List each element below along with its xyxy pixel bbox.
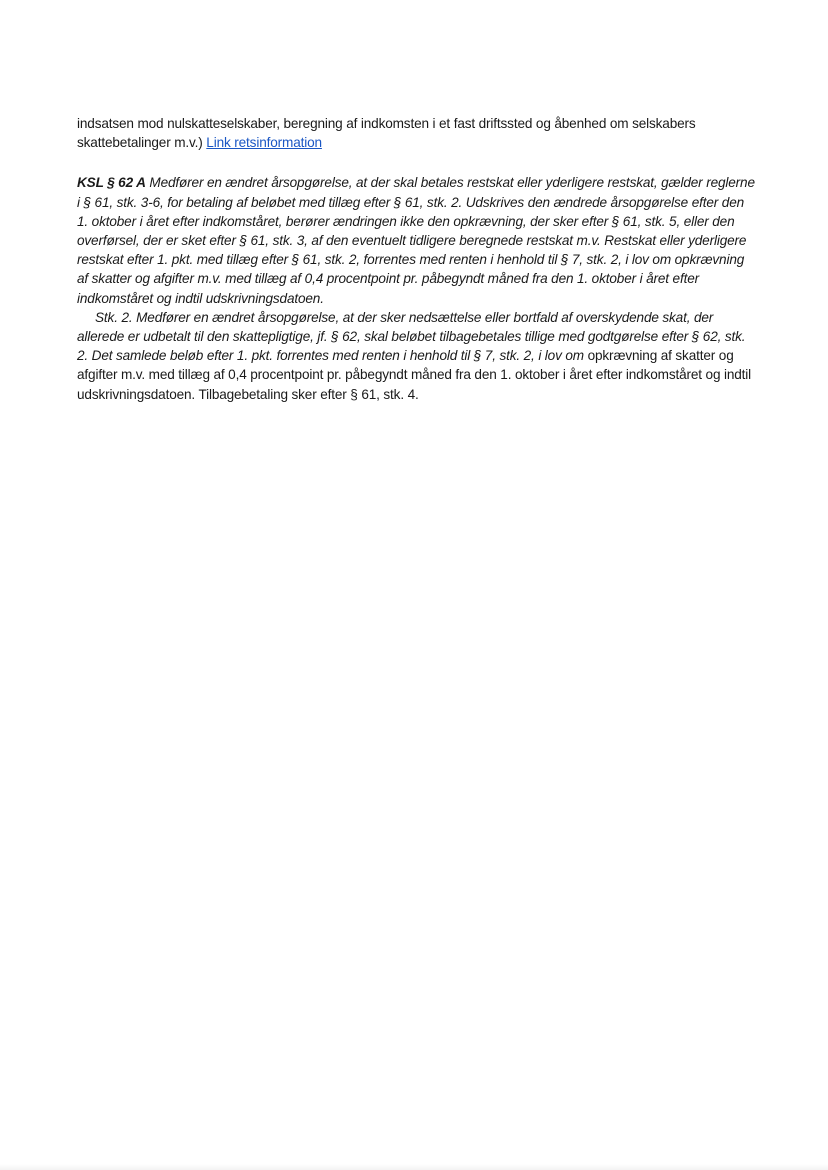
intro-paragraph [77, 114, 757, 152]
section-heading: KSL § 62 A [77, 175, 146, 191]
paragraph-1-text: Medfører en ændret årsopgørelse, at der skal betales restskat eller yderligere restskat, gælder reglerne i § 61, stk. 3-6, for betaling af beløbet med tillæg efter § 61, stk. 2. Udskrives den ændrede årsopgørelse efter den 1. oktober i året efter indkomståret, berører ændringen ikke den opkrævning, der sker efter § 61, stk. 5, eller den overførsel, der er sket efter § 61, stk. 3, af den eventuelt tidligere beregnede restskat m.v. Restskat eller yderligere restskat efter 1. pkt. med tillæg efter § 61, stk. 2, forrentes med renten i henhold til § 7, stk. 2, i lov om opkrævning af skatter og afgifter m.v. med tillæg af 0,4 procentpoint pr. påbegyndt måned fra den 1. oktober i året efter indkomståret og indtil udskrivningsdatoen. [77, 175, 755, 306]
paragraph-2-italic-text: Stk. 2. Medfører en ændret årsopgørelse, at der sker nedsættelse eller bortfald af overskydende skat, der allerede er udbetalt til den skattepligtige, jf. § 62, skal beløbet tilbagebetales tillige med godtgørelse efter § 62, stk. 2. Det samlede beløb efter 1. pkt. forrentes med renten i henhold til § 7, stk. 2, i lov om [77, 309, 746, 364]
retsinformation-link[interactable]: Link retsinformation [206, 135, 322, 151]
intro-text: indsatsen mod nulskatteselskaber, beregning af indkomsten i et fast driftssted og åbenhed om selskabers skattebetalinger m.v.) [77, 116, 696, 151]
section-paragraph-1 [77, 173, 757, 307]
document-page [77, 114, 757, 404]
ksl-62a-section [77, 173, 757, 403]
section-paragraph-2 [77, 308, 757, 404]
paragraph-2-normal-text: opkrævning af skatter og afgifter m.v. med tillæg af 0,4 procentpoint pr. påbegyndt måned fra den 1. oktober i året efter indkomståret og indtil udskrivningsdatoen. Tilbagebetaling sker efter § 61, stk. 4. [77, 348, 752, 402]
page-bottom-edge [0, 1164, 828, 1170]
